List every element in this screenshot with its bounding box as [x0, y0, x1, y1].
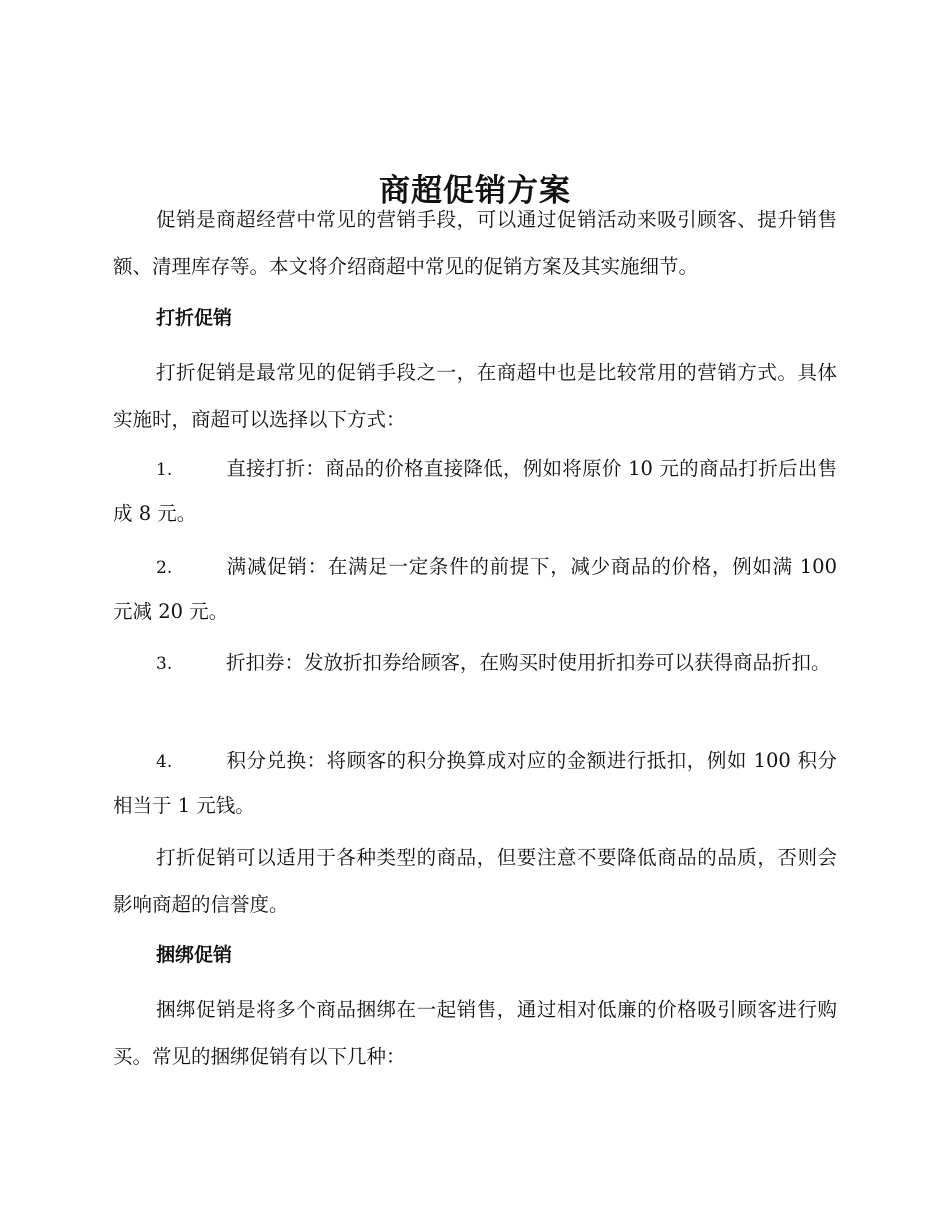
section-heading-discount: 打折促销 [156, 307, 233, 329]
list-item-text: 积分兑换：将顾客的积分换算成对应的金额进行抵扣，例如 100 积分相当于 1 元钱。 [113, 749, 837, 817]
bundle-lead-paragraph: 捆绑促销是将多个商品捆绑在一起销售，通过相对低廉的价格吸引顾客进行购买。常见的捆绑促销有以下几种： [113, 998, 837, 1068]
list-item [113, 545, 837, 634]
intro-paragraph: 促销是商超经营中常见的营销手段，可以通过促销活动来吸引顾客、提升销售额、清理库存等。本文将介绍商超中常见的促销方案及其实施细节。 [113, 208, 837, 278]
discount-closing-paragraph: 打折促销可以适用于各种类型的商品，但要注意不要降低商品的品质，否则会影响商超的信誉度。 [113, 846, 837, 916]
list-item-number: 4. [156, 752, 173, 772]
list-item-text: 折扣券：发放折扣券给顾客，在购买时使用折扣券可以获得商品折扣。 [226, 651, 831, 674]
list-item-number: 2. [156, 558, 173, 578]
list-item [113, 447, 837, 536]
list-item [113, 739, 837, 828]
list-item-number: 1. [156, 460, 173, 480]
list-item-text: 满减促销：在满足一定条件的前提下，减少商品的价格，例如满 100 元减 20 元。 [113, 555, 837, 623]
document-title: 商超促销方案 [379, 172, 571, 209]
list-item [113, 641, 837, 686]
list-item-text: 直接打折：商品的价格直接降低，例如将原价 10 元的商品打折后出售成 8 元。 [113, 457, 837, 525]
section-heading-bundle: 捆绑促销 [156, 944, 233, 966]
discount-lead-paragraph: 打折促销是最常见的促销手段之一，在商超中也是比较常用的营销方式。具体实施时，商超可以选择以下方式： [113, 361, 837, 431]
list-item-number: 3. [156, 654, 173, 674]
